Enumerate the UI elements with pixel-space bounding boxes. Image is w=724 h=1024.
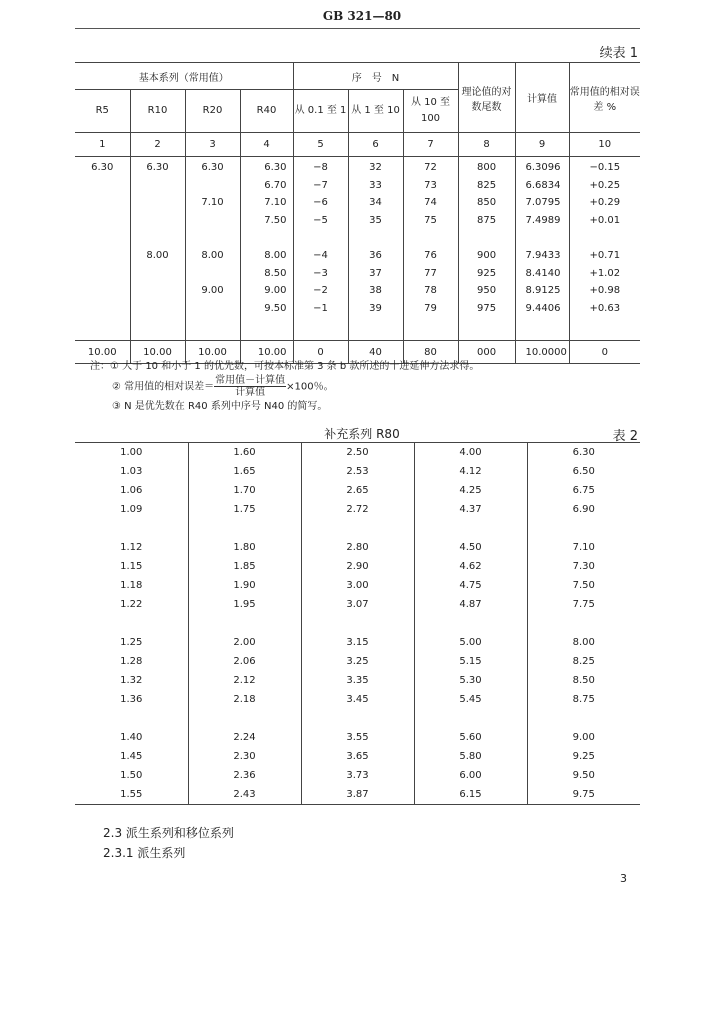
value-cell: 37 [369,267,382,279]
value-cell: 80 [403,341,458,364]
value-cell: 1.90 [188,576,301,595]
column-cell-4 [240,157,293,341]
value-cell [131,177,185,195]
table-row [75,633,640,652]
value-cell [186,212,240,230]
empty-cell [75,614,188,633]
value-cell: 7.30 [527,557,640,576]
value-cell: 1.09 [120,504,143,515]
table-row [75,443,640,463]
value-cell: 000 [458,341,515,364]
value-cell: 33 [369,179,382,191]
value-cell: 1.40 [120,732,143,743]
value-cell: 800 [476,162,497,173]
value-cell: +1.02 [589,267,621,279]
value-cell: 2.00 [188,633,301,652]
value-cell: 7.50 [527,576,640,595]
header-error: 常用值的相对误差 % [569,63,640,133]
value-cell: 1.03 [120,466,143,477]
value-cell: 2.06 [188,652,301,671]
value-cell: 7.75 [527,595,640,614]
value-cell: 8.25 [527,652,640,671]
value-cell [186,265,240,283]
table-row [75,671,640,690]
standard-code: GB 321—80 [322,9,402,23]
value-cell: 4.62 [414,557,527,576]
value-cell: 7.10 [527,538,640,557]
value-cell [459,229,515,247]
column-cell-2 [130,157,185,341]
value-cell [131,194,185,212]
value-cell: +0.25 [589,179,621,191]
value-cell: 1.22 [120,599,143,610]
value-cell: 4.87 [414,595,527,614]
column-number: 9 [515,133,569,157]
column-number: 8 [458,133,515,157]
empty-cell [414,519,527,538]
header-seq-3: 从 10 至 100 [403,90,458,133]
empty-cell [414,614,527,633]
value-cell: 39 [369,302,382,314]
value-cell: 4.75 [414,576,527,595]
value-cell: 900 [476,249,497,261]
value-cell: 1.18 [120,580,143,591]
value-cell: 2.72 [301,500,414,519]
value-cell: 74 [424,197,437,209]
value-cell: 1.55 [120,789,143,800]
table-row [75,557,640,576]
table-row [75,747,640,766]
value-cell: 6.30 [527,443,640,463]
value-cell: 9.4406 [525,302,561,314]
value-cell: 6.00 [414,766,527,785]
value-cell [186,229,240,247]
column-cell-3 [185,157,240,341]
value-cell: 3.15 [301,633,414,652]
column-number: 5 [293,133,348,157]
value-cell: 2.65 [301,481,414,500]
header-rule [75,28,640,29]
value-cell: 3.65 [301,747,414,766]
value-cell: 3.00 [301,576,414,595]
value-cell: 1.60 [188,443,301,463]
table-row [75,538,640,557]
header-sequence: 序 号 N [293,63,458,90]
r80-table [75,442,640,805]
value-cell: 1.00 [120,447,143,458]
value-cell: 6.30 [146,162,169,173]
header-r5: R5 [75,90,130,133]
value-cell: 2.12 [188,671,301,690]
value-cell: 4.00 [414,443,527,463]
value-cell: 1.50 [120,770,143,781]
value-cell: 8.00 [527,633,640,652]
value-cell: −5 [313,214,328,226]
value-cell: 1.15 [120,561,143,572]
empty-cell [75,709,188,728]
table-row [75,500,640,519]
value-cell: 1.85 [188,557,301,576]
value-cell: 1.80 [188,538,301,557]
empty-cell [301,614,414,633]
empty-cell [301,709,414,728]
column-number: 3 [185,133,240,157]
column-cell-9 [515,157,569,341]
value-cell [131,229,185,247]
table2-title: 补充系列 R80 [324,427,400,441]
column-number: 6 [348,133,403,157]
value-cell: 3.45 [301,690,414,709]
value-cell: 8.4140 [525,267,561,279]
empty-cell [527,519,640,538]
value-cell: 2.90 [301,557,414,576]
column-cell-10 [569,157,640,341]
value-cell: 9.00 [264,285,287,297]
value-cell [294,229,348,247]
value-cell: 925 [476,267,497,279]
fraction-numerator: 常用值－计算值 [215,375,286,386]
empty-cell [527,709,640,728]
empty-cell [301,519,414,538]
value-cell: 975 [476,302,497,314]
value-cell: 8.9125 [525,285,561,297]
empty-cell [414,709,527,728]
table-notes [90,358,479,415]
value-cell: 9.00 [527,728,640,747]
value-cell [404,229,458,247]
value-cell: 3.07 [301,595,414,614]
table-row [75,595,640,614]
table-row [75,766,640,785]
value-cell: 4.37 [414,500,527,519]
value-cell: 5.00 [414,633,527,652]
value-cell: 7.9433 [525,249,561,261]
table-row [75,652,640,671]
value-cell: +0.01 [589,214,621,226]
value-cell: 77 [424,267,437,279]
value-cell: 8.50 [264,267,287,279]
value-cell: 7.50 [264,214,287,226]
value-cell: 1.06 [120,485,143,496]
value-cell: 2.43 [188,785,301,805]
value-cell: 10.00 [130,341,185,364]
value-cell: −2 [313,285,328,297]
value-cell: 1.36 [120,694,143,705]
preferred-numbers-table [75,62,640,364]
header-r20: R20 [185,90,240,133]
value-cell: 9.50 [527,766,640,785]
value-cell: 10.00 [240,341,293,364]
value-cell: 2.50 [301,443,414,463]
value-cell: 8.75 [527,690,640,709]
value-cell: 1.12 [120,542,143,553]
value-cell: 5.15 [414,652,527,671]
fraction-denominator: 计算值 [235,387,266,398]
value-cell: 7.0795 [525,197,561,209]
table-row [75,576,640,595]
group-spacer [75,519,640,538]
value-cell: 8.50 [527,671,640,690]
column-number: 2 [130,133,185,157]
header-theory: 理论值的对数尾数 [458,63,515,133]
note-2 [90,375,479,398]
empty-cell [188,709,301,728]
value-cell: 7.4989 [525,214,561,226]
value-cell: 76 [424,249,437,261]
value-cell: 75 [424,214,437,226]
empty-cell [75,519,188,538]
value-cell: 1.95 [188,595,301,614]
value-cell: 36 [369,249,382,261]
value-cell: 2.18 [188,690,301,709]
value-cell: 6.90 [527,500,640,519]
header-r40: R40 [240,90,293,133]
value-cell: 1.70 [188,481,301,500]
value-cell: 5.30 [414,671,527,690]
value-cell: 5.45 [414,690,527,709]
value-cell: −8 [313,162,328,173]
value-cell: 32 [369,162,382,173]
column-cell-5 [293,157,348,341]
value-cell: 2.36 [188,766,301,785]
value-cell: 7.10 [264,197,287,209]
value-cell: 8.00 [201,249,224,261]
value-cell: 1.65 [188,462,301,481]
value-cell: +0.98 [589,285,621,297]
value-cell: 6.6834 [525,179,561,191]
value-cell: 72 [424,162,437,173]
header-seq-1: 从 0.1 至 1 [293,90,348,133]
table-row [75,690,640,709]
section-heading-2-3-1: 2.3.1 派生系列 [103,846,186,860]
section-heading-2-3: 2.3 派生系列和移位系列 [103,826,234,840]
page-number: 3 [620,872,627,885]
value-cell: 1.32 [120,675,143,686]
value-cell [186,177,240,195]
value-cell: 5.80 [414,747,527,766]
value-cell: 8.00 [146,249,169,261]
value-cell: 6.30 [91,162,114,173]
value-cell: 9.50 [264,302,287,314]
value-cell: 3.35 [301,671,414,690]
value-cell: −7 [313,179,328,191]
value-cell: 6.15 [414,785,527,805]
value-cell: 4.25 [414,481,527,500]
value-cell: 9.00 [201,285,224,297]
value-cell [349,229,403,247]
value-cell: −6 [313,197,328,209]
note-1: 注：① 大于 10 和小于 1 的优先数，可按本标准第 3 条 b 款所述的十进延伸方法求得。 [90,361,480,372]
value-cell: 0 [569,341,640,364]
value-cell: +0.71 [589,249,621,261]
value-cell: −0.15 [589,162,621,173]
table-continued-label: 续表 1 [599,46,638,61]
value-cell: 950 [476,285,497,297]
value-cell: 6.30 [201,162,224,173]
value-cell: 6.70 [264,179,287,191]
value-cell: 3.25 [301,652,414,671]
value-cell: +0.63 [589,302,621,314]
column-number: 4 [240,133,293,157]
value-cell: 35 [369,214,382,226]
value-cell: 9.75 [527,785,640,805]
value-cell: 73 [424,179,437,191]
value-cell: −4 [313,249,328,261]
table-row [75,462,640,481]
header-basic-series: 基本系列（常用值） [75,63,293,90]
value-cell: 2.53 [301,462,414,481]
value-cell: 9.25 [527,747,640,766]
table-row [75,728,640,747]
value-cell [241,229,287,247]
table-row [75,481,640,500]
note-2-prefix: ② 常用值的相对误差＝ [112,381,215,393]
table-row [75,785,640,805]
value-cell [131,212,185,230]
value-cell: +0.29 [589,197,621,209]
value-cell: −3 [313,267,328,279]
value-cell: 5.60 [414,728,527,747]
value-cell: 0 [293,341,348,364]
value-cell: 1.25 [120,637,143,648]
header-seq-2: 从 1 至 10 [348,90,403,133]
value-cell: 875 [476,214,497,226]
value-cell [570,229,641,247]
column-number: 10 [569,133,640,157]
value-cell: 1.45 [120,751,143,762]
value-cell: 6.30 [264,162,287,173]
value-cell: 10.00 [75,341,130,364]
value-cell: 1.28 [120,656,143,667]
header-calc: 计算值 [515,63,569,133]
value-cell: 38 [369,285,382,297]
column-number: 1 [75,133,130,157]
value-cell: 40 [348,341,403,364]
table2-label: 表 2 [612,429,638,444]
value-cell: 1.75 [188,500,301,519]
value-cell: 3.87 [301,785,414,805]
value-cell: 34 [369,197,382,209]
value-cell [526,229,569,247]
value-cell: 10.00 [185,341,240,364]
empty-cell [527,614,640,633]
header-r10: R10 [130,90,185,133]
relative-error-fraction [214,375,286,398]
value-cell: 6.50 [527,462,640,481]
note-3: ③ N 是优先数在 R40 系列中序号 N40 的简写。 [112,401,328,412]
column-cell-1 [75,157,130,341]
value-cell: 2.30 [188,747,301,766]
value-cell: 79 [424,302,437,314]
value-cell: 3.73 [301,766,414,785]
column-cell-6 [348,157,403,341]
column-cell-8 [458,157,515,341]
empty-cell [188,614,301,633]
column-cell-7 [403,157,458,341]
value-cell: 7.10 [201,197,224,209]
group-spacer [75,614,640,633]
value-cell: 78 [424,285,437,297]
value-cell: 2.80 [301,538,414,557]
note-2-suffix: ×100％。 [286,381,334,393]
value-cell: 2.24 [188,728,301,747]
value-cell: 4.12 [414,462,527,481]
empty-cell [188,519,301,538]
value-cell: 6.3096 [525,162,561,173]
value-cell: 3.55 [301,728,414,747]
value-cell: 8.00 [264,249,287,261]
value-cell: 825 [476,179,497,191]
value-cell: −1 [313,302,328,314]
value-cell: 10.0000 [515,341,569,364]
value-cell: 6.75 [527,481,640,500]
value-cell: 4.50 [414,538,527,557]
column-number: 7 [403,133,458,157]
value-cell: 850 [476,197,497,209]
group-spacer [75,709,640,728]
